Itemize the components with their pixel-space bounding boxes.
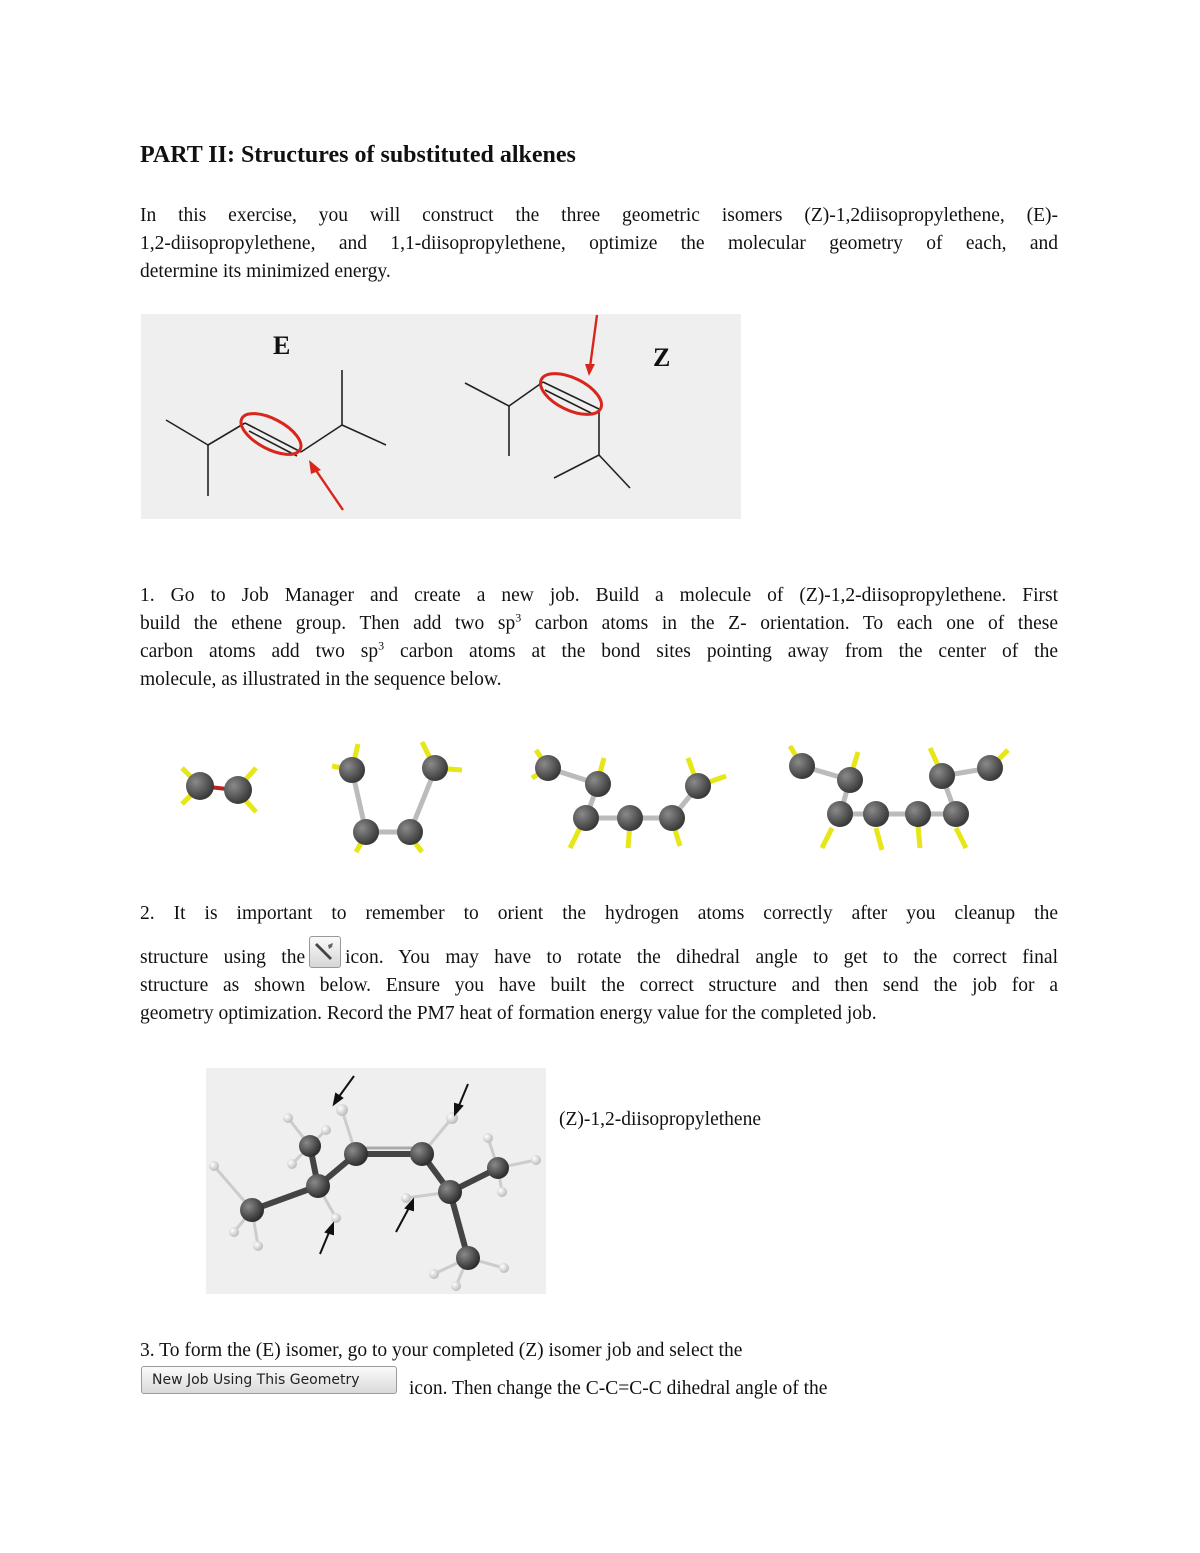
label-z: Z <box>653 343 671 372</box>
intro-line: 1,2-diisopropylethene, and 1,1-diisopropylethene, optimize the molecular geometry of each, and <box>140 233 1058 254</box>
step3-line: icon. Then change the C-C=C-C dihedral angle of the <box>409 1378 828 1399</box>
step1-line: 1. Go to Job Manager and create a new job. Build a molecule of (Z)-1,2-diisopropylethene. First <box>140 585 1058 606</box>
optimized-molecule-figure <box>206 1068 546 1294</box>
step2-text: icon. You may have to rotate the dihedral angle to get to the correct final <box>345 947 1058 968</box>
step2-line: geometry optimization. Record the PM7 heat of formation energy value for the completed job. <box>140 1003 877 1024</box>
wrench-icon[interactable] <box>309 936 341 968</box>
model-step3 <box>532 750 726 848</box>
skeletal-structures-drawing <box>141 314 741 519</box>
step1-text: build the ethene group. Then add two sp <box>140 613 516 634</box>
step2-line <box>140 936 1058 972</box>
superscript: 3 <box>378 638 385 653</box>
molecule-caption: (Z)-1,2-diisopropylethene <box>559 1109 761 1130</box>
z-double-bond-highlight <box>534 365 607 423</box>
step2-paragraph <box>140 900 1058 1028</box>
step1-text: carbon atoms at the bond sites pointing away from the center of the <box>384 641 1058 662</box>
step1-line: molecule, as illustrated in the sequence below. <box>140 669 502 690</box>
label-e: E <box>273 331 291 360</box>
step2-text: structure using the <box>140 947 306 968</box>
step1-text: carbon atoms in the Z- orientation. To each one of these <box>521 613 1058 634</box>
step1-paragraph <box>140 582 1058 694</box>
e-isomer-skeleton <box>166 370 386 496</box>
optimized-molecule-drawing <box>206 1068 546 1294</box>
step2-line: structure as shown below. Ensure you have built the correct structure and then send the job for a <box>140 975 1058 996</box>
z-arrow <box>590 315 597 367</box>
step1-text: carbon atoms add two sp <box>140 641 379 662</box>
step3-line: 3. To form the (E) isomer, go to your completed (Z) isomer job and select the <box>140 1340 743 1361</box>
new-job-geometry-button[interactable]: New Job Using This Geometry <box>141 1366 397 1394</box>
build-sequence-figure <box>160 728 1030 858</box>
build-sequence-drawing <box>160 728 1030 858</box>
intro-line: In this exercise, you will construct the three geometric isomers (Z)-1,2diisopropylethene, (E)- <box>140 205 1058 226</box>
intro-line: determine its minimized energy. <box>140 261 391 282</box>
model-step2 <box>332 742 462 852</box>
section-heading: PART II: Structures of substituted alkenes <box>140 142 576 168</box>
step2-line: 2. It is important to remember to orient the hydrogen atoms correctly after you cleanup the <box>140 903 1058 924</box>
superscript: 3 <box>515 610 522 625</box>
intro-paragraph <box>140 202 1058 286</box>
model-step4 <box>789 746 1008 850</box>
isomer-skeletal-figure <box>141 314 741 519</box>
step1-line <box>140 638 1058 666</box>
step1-line <box>140 610 1058 638</box>
e-double-bond-highlight <box>235 405 307 462</box>
model-ethene <box>182 768 256 812</box>
e-arrow <box>313 466 343 510</box>
